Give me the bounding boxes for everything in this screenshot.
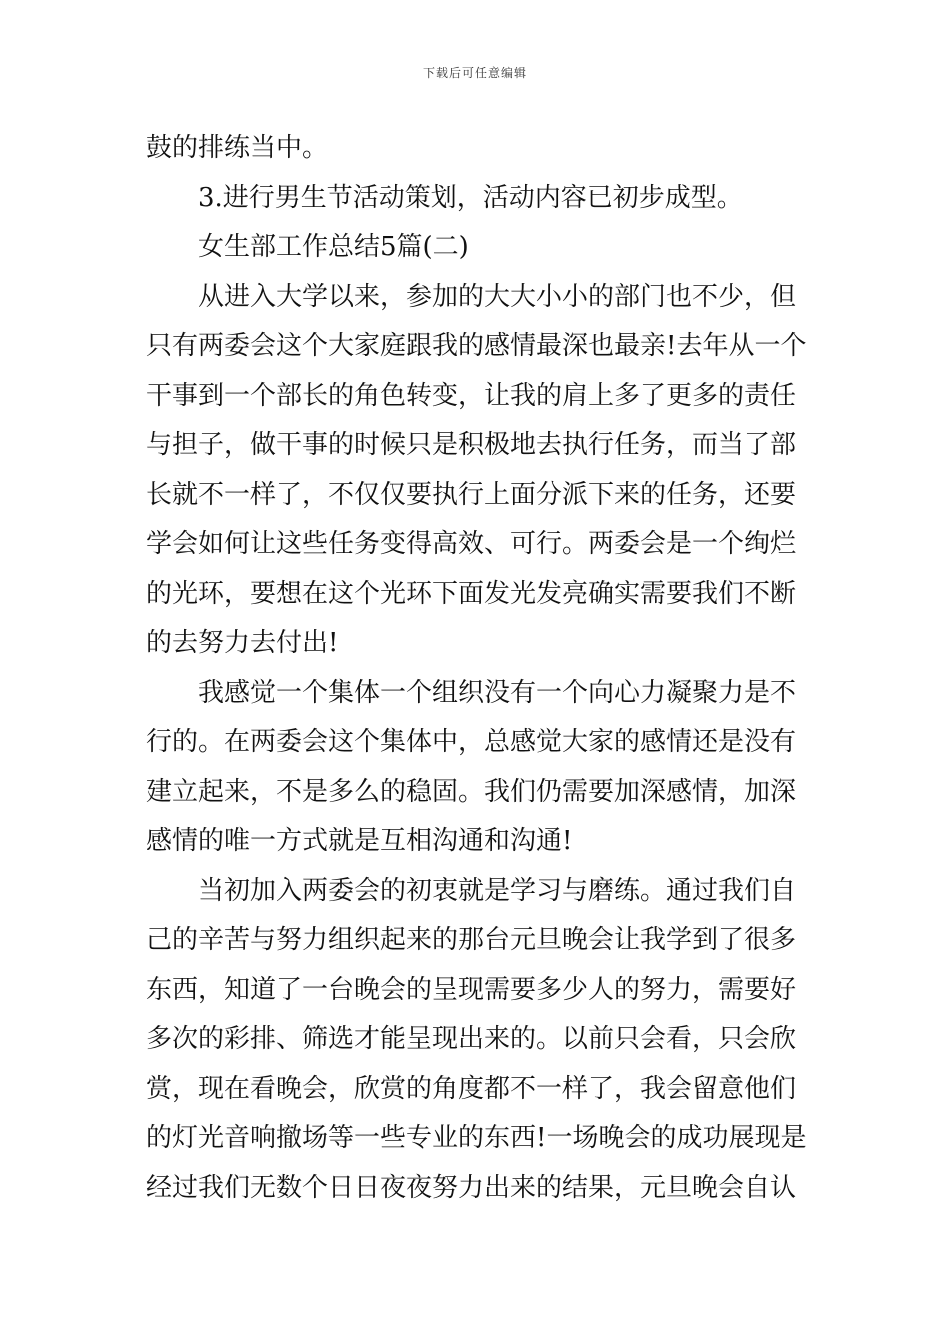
text-line: 3.进行男生节活动策划，活动内容已初步成型。 <box>198 182 743 213</box>
text-line: 东西，知道了一台晚会的呈现需要多少人的努力，需要好 <box>146 974 797 1005</box>
text-line: 多次的彩排、筛选才能呈现出来的。以前只会看，只会欣 <box>146 1024 797 1054</box>
text-line: 鼓的排练当中。 <box>146 133 329 163</box>
text-line: 我感觉一个集体一个组织没有一个向心力凝聚力是不 <box>198 677 797 708</box>
text-line: 己的辛苦与努力组织起来的那台元旦晚会让我学到了很多 <box>146 925 797 955</box>
text-line: 只有两委会这个大家庭跟我的感情最深也最亲!去年从一个 <box>146 331 806 361</box>
page-header: 下载后可任意编辑 <box>422 66 527 80</box>
text-line: 当初加入两委会的初衷就是学习与磨练。通过我们自 <box>198 875 797 906</box>
text-line: 行的。在两委会这个集体中，总感觉大家的感情还是没有 <box>146 727 797 757</box>
text-line: 长就不一样了，不仅仅要执行上面分派下来的任务，还要 <box>146 479 797 510</box>
text-line: 与担子，做干事的时候只是积极地去执行任务，而当了部 <box>146 430 797 460</box>
text-line: 的灯光音响撤场等一些专业的东西!一场晚会的成功展现是 <box>146 1123 806 1153</box>
text-line: 学会如何让这些任务变得高效、可行。两委会是一个绚烂 <box>146 529 797 559</box>
text-line: 的光环，要想在这个光环下面发光发亮确实需要我们不断 <box>146 578 797 609</box>
text-line: 建立起来，不是多么的稳固。我们仍需要加深感情，加深 <box>146 776 797 807</box>
section-heading: 女生部工作总结5篇(二) <box>198 232 469 262</box>
text-line: 感情的唯一方式就是互相沟通和沟通! <box>146 826 573 856</box>
text-line: 从进入大学以来，参加的大大小小的部门也不少，但 <box>198 281 797 312</box>
text-line: 干事到一个部长的角色转变，让我的肩上多了更多的责任 <box>146 380 797 411</box>
document-body <box>146 124 806 1213</box>
text-line: 经过我们无数个日日夜夜努力出来的结果，元旦晚会自认 <box>146 1172 797 1203</box>
text-line: 赏，现在看晚会，欣赏的角度都不一样了，我会留意他们 <box>146 1073 797 1104</box>
text-line: 的去努力去付出! <box>146 628 339 658</box>
